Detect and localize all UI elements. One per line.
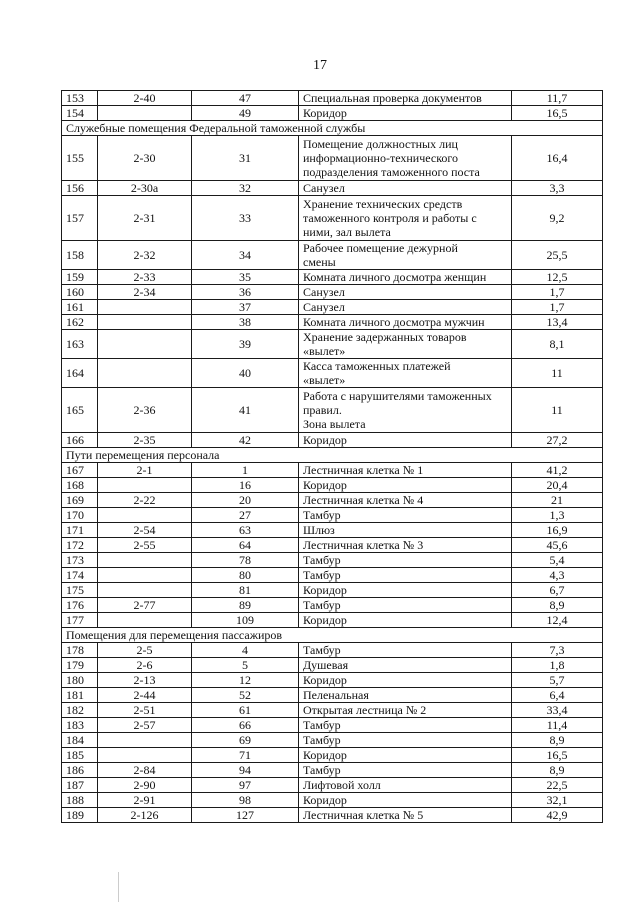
room-number-cell: 64 [192, 538, 299, 553]
room-name-line: Лестничная клетка № 3 [303, 538, 424, 552]
room-name-line: Тамбур [303, 643, 341, 657]
zone-cell: 2-35 [98, 433, 192, 448]
area-cell: 16,5 [512, 748, 603, 763]
area-cell: 12,4 [512, 613, 603, 628]
row-number-cell: 166 [62, 433, 98, 448]
room-name-line: Открытая лестница № 2 [303, 703, 427, 717]
room-name-line: Касса таможенных платежей [303, 359, 451, 373]
section-title: Помещения для перемещения пассажиров [62, 628, 603, 643]
area-cell: 8,9 [512, 733, 603, 748]
table-row [62, 553, 603, 568]
room-number-cell: 69 [192, 733, 299, 748]
room-name-line: Тамбур [303, 508, 341, 522]
area-cell: 8,1 [512, 330, 603, 359]
room-name-cell [299, 241, 512, 270]
section-title: Служебные помещения Федеральной таможенной службы [62, 121, 603, 136]
room-name-cell [299, 613, 512, 628]
room-number-cell: 12 [192, 673, 299, 688]
zone-cell: 2-84 [98, 763, 192, 778]
room-number-cell: 4 [192, 643, 299, 658]
section-header-row [62, 628, 603, 643]
room-number-cell: 47 [192, 91, 299, 106]
room-number-cell: 63 [192, 523, 299, 538]
row-number-cell: 172 [62, 538, 98, 553]
zone-cell: 2-36 [98, 388, 192, 433]
row-number-cell: 153 [62, 91, 98, 106]
table-row [62, 196, 603, 241]
row-number-cell: 179 [62, 658, 98, 673]
room-name-cell [299, 718, 512, 733]
table-row [62, 778, 603, 793]
zone-cell: 2-126 [98, 808, 192, 823]
room-name-cell [299, 196, 512, 241]
row-number-cell: 165 [62, 388, 98, 433]
row-number-cell: 173 [62, 553, 98, 568]
table-row [62, 388, 603, 433]
table-row [62, 643, 603, 658]
table-row [62, 330, 603, 359]
room-name-line: Коридор [303, 583, 347, 597]
table-row [62, 241, 603, 270]
table-row [62, 463, 603, 478]
row-number-cell: 168 [62, 478, 98, 493]
area-cell: 1,3 [512, 508, 603, 523]
row-number-cell: 167 [62, 463, 98, 478]
table-row [62, 748, 603, 763]
table-row [62, 315, 603, 330]
room-name-line: Санузел [303, 300, 345, 314]
area-cell: 27,2 [512, 433, 603, 448]
room-name-line: Тамбур [303, 733, 341, 747]
table-row [62, 285, 603, 300]
area-cell: 8,9 [512, 763, 603, 778]
zone-cell: 2-91 [98, 793, 192, 808]
room-name-line: «вылет» [303, 373, 346, 387]
section-header-row [62, 121, 603, 136]
room-name-line: Коридор [303, 478, 347, 492]
room-name-line: смены [303, 255, 336, 269]
area-cell: 45,6 [512, 538, 603, 553]
room-name-cell [299, 106, 512, 121]
table-row [62, 583, 603, 598]
row-number-cell: 176 [62, 598, 98, 613]
row-number-cell: 188 [62, 793, 98, 808]
area-cell: 5,4 [512, 553, 603, 568]
room-number-cell: 98 [192, 793, 299, 808]
row-number-cell: 170 [62, 508, 98, 523]
room-name-line: Тамбур [303, 718, 341, 732]
room-name-line: Коридор [303, 613, 347, 627]
room-number-cell: 127 [192, 808, 299, 823]
room-name-cell [299, 808, 512, 823]
row-number-cell: 175 [62, 583, 98, 598]
area-cell: 13,4 [512, 315, 603, 330]
room-number-cell: 109 [192, 613, 299, 628]
room-number-cell: 1 [192, 463, 299, 478]
row-number-cell: 186 [62, 763, 98, 778]
room-name-cell [299, 568, 512, 583]
zone-cell: 2-5 [98, 643, 192, 658]
area-cell: 16,9 [512, 523, 603, 538]
rooms-table [61, 90, 603, 823]
zone-cell [98, 330, 192, 359]
table-row [62, 733, 603, 748]
section-title: Пути перемещения персонала [62, 448, 603, 463]
zone-cell [98, 733, 192, 748]
room-name-line: Комната личного досмотра женщин [303, 270, 487, 284]
room-name-cell [299, 658, 512, 673]
room-name-line: Тамбур [303, 763, 341, 777]
room-name-cell [299, 181, 512, 196]
room-number-cell: 41 [192, 388, 299, 433]
zone-cell: 2-32 [98, 241, 192, 270]
area-cell: 4,3 [512, 568, 603, 583]
room-name-cell [299, 583, 512, 598]
room-name-line: Коридор [303, 793, 347, 807]
room-name-line: Коридор [303, 673, 347, 687]
room-name-cell [299, 270, 512, 285]
area-cell: 3,3 [512, 181, 603, 196]
room-number-cell: 78 [192, 553, 299, 568]
room-name-cell [299, 463, 512, 478]
room-name-line: Лестничная клетка № 4 [303, 493, 424, 507]
area-cell: 32,1 [512, 793, 603, 808]
room-number-cell: 49 [192, 106, 299, 121]
room-number-cell: 94 [192, 763, 299, 778]
room-name-line: Коридор [303, 748, 347, 762]
room-name-cell [299, 553, 512, 568]
room-number-cell: 89 [192, 598, 299, 613]
zone-cell: 2-90 [98, 778, 192, 793]
room-number-cell: 35 [192, 270, 299, 285]
area-cell: 33,4 [512, 703, 603, 718]
zone-cell: 2-55 [98, 538, 192, 553]
table-row [62, 538, 603, 553]
table-row [62, 703, 603, 718]
room-name-line: Помещение должностных лиц [303, 137, 458, 151]
room-name-line: Тамбур [303, 553, 341, 567]
room-number-cell: 40 [192, 359, 299, 388]
room-name-line: «вылет» [303, 344, 346, 358]
area-cell: 22,5 [512, 778, 603, 793]
room-number-cell: 34 [192, 241, 299, 270]
zone-cell [98, 568, 192, 583]
room-name-line: Лестничная клетка № 5 [303, 808, 424, 822]
area-cell: 5,7 [512, 673, 603, 688]
room-number-cell: 81 [192, 583, 299, 598]
area-cell: 16,4 [512, 136, 603, 181]
table-row [62, 270, 603, 285]
room-number-cell: 31 [192, 136, 299, 181]
room-name-line: Тамбур [303, 598, 341, 612]
room-name-cell [299, 793, 512, 808]
table-row [62, 568, 603, 583]
area-cell: 11 [512, 359, 603, 388]
room-number-cell: 97 [192, 778, 299, 793]
table-row [62, 181, 603, 196]
row-number-cell: 164 [62, 359, 98, 388]
room-name-line: Шлюз [303, 523, 335, 537]
room-name-line: Санузел [303, 285, 345, 299]
room-name-line: Пеленальная [303, 688, 369, 702]
room-name-line: информационно-технического [303, 151, 459, 165]
area-cell: 11,4 [512, 718, 603, 733]
zone-cell: 2-44 [98, 688, 192, 703]
row-number-cell: 163 [62, 330, 98, 359]
room-name-line: Лестничная клетка № 1 [303, 463, 424, 477]
table-row [62, 598, 603, 613]
table-row [62, 793, 603, 808]
room-number-cell: 80 [192, 568, 299, 583]
room-name-cell [299, 136, 512, 181]
room-number-cell: 42 [192, 433, 299, 448]
room-name-cell [299, 703, 512, 718]
zone-cell: 2-31 [98, 196, 192, 241]
room-number-cell: 36 [192, 285, 299, 300]
area-cell: 7,3 [512, 643, 603, 658]
zone-cell: 2-13 [98, 673, 192, 688]
scan-artifact [118, 872, 119, 902]
room-name-line: Зона вылета [303, 417, 366, 431]
area-cell: 20,4 [512, 478, 603, 493]
table-row [62, 673, 603, 688]
room-name-cell [299, 388, 512, 433]
room-number-cell: 39 [192, 330, 299, 359]
table-row [62, 523, 603, 538]
table-row [62, 613, 603, 628]
zone-cell [98, 359, 192, 388]
room-name-cell [299, 643, 512, 658]
room-name-cell [299, 330, 512, 359]
table-row [62, 718, 603, 733]
row-number-cell: 158 [62, 241, 98, 270]
room-name-line: Тамбур [303, 568, 341, 582]
room-name-cell [299, 493, 512, 508]
zone-cell: 2-30а [98, 181, 192, 196]
room-name-line: ними, зал вылета [303, 225, 391, 239]
area-cell: 8,9 [512, 598, 603, 613]
row-number-cell: 182 [62, 703, 98, 718]
zone-cell: 2-6 [98, 658, 192, 673]
room-name-cell [299, 673, 512, 688]
zone-cell [98, 583, 192, 598]
room-number-cell: 37 [192, 300, 299, 315]
row-number-cell: 178 [62, 643, 98, 658]
room-name-cell [299, 91, 512, 106]
zone-cell: 2-33 [98, 270, 192, 285]
row-number-cell: 189 [62, 808, 98, 823]
row-number-cell: 184 [62, 733, 98, 748]
row-number-cell: 161 [62, 300, 98, 315]
room-name-line: Специальная проверка документов [303, 91, 482, 105]
zone-cell [98, 300, 192, 315]
room-name-cell [299, 688, 512, 703]
row-number-cell: 160 [62, 285, 98, 300]
area-cell: 11 [512, 388, 603, 433]
room-name-cell [299, 315, 512, 330]
room-number-cell: 33 [192, 196, 299, 241]
section-header-row [62, 448, 603, 463]
row-number-cell: 185 [62, 748, 98, 763]
area-cell: 6,4 [512, 688, 603, 703]
zone-cell [98, 315, 192, 330]
room-name-cell [299, 778, 512, 793]
zone-cell: 2-57 [98, 718, 192, 733]
room-name-line: Хранение задержанных товаров [303, 330, 467, 344]
room-name-cell [299, 433, 512, 448]
room-name-line: правил. [303, 403, 342, 417]
room-name-cell [299, 538, 512, 553]
room-name-cell [299, 478, 512, 493]
row-number-cell: 171 [62, 523, 98, 538]
table-row [62, 136, 603, 181]
room-name-line: подразделения таможенного поста [303, 165, 480, 179]
table-row [62, 493, 603, 508]
area-cell: 6,7 [512, 583, 603, 598]
zone-cell [98, 508, 192, 523]
room-number-cell: 32 [192, 181, 299, 196]
room-name-line: Коридор [303, 106, 347, 120]
zone-cell: 2-30 [98, 136, 192, 181]
table-row [62, 808, 603, 823]
table-row [62, 300, 603, 315]
zone-cell: 2-54 [98, 523, 192, 538]
area-cell: 1,8 [512, 658, 603, 673]
room-number-cell: 27 [192, 508, 299, 523]
room-name-line: Душевая [303, 658, 349, 672]
room-number-cell: 52 [192, 688, 299, 703]
room-number-cell: 66 [192, 718, 299, 733]
room-name-line: Хранение технических средств [303, 197, 463, 211]
zone-cell [98, 478, 192, 493]
area-cell: 16,5 [512, 106, 603, 121]
room-name-cell [299, 598, 512, 613]
row-number-cell: 177 [62, 613, 98, 628]
table-row [62, 508, 603, 523]
area-cell: 41,2 [512, 463, 603, 478]
row-number-cell: 156 [62, 181, 98, 196]
zone-cell [98, 106, 192, 121]
table-row [62, 433, 603, 448]
area-cell: 25,5 [512, 241, 603, 270]
area-cell: 21 [512, 493, 603, 508]
room-name-cell [299, 748, 512, 763]
zone-cell [98, 553, 192, 568]
row-number-cell: 169 [62, 493, 98, 508]
room-name-line: Комната личного досмотра мужчин [303, 315, 485, 329]
table-row [62, 688, 603, 703]
room-number-cell: 20 [192, 493, 299, 508]
table-row [62, 91, 603, 106]
area-cell: 12,5 [512, 270, 603, 285]
room-name-cell [299, 285, 512, 300]
zone-cell: 2-40 [98, 91, 192, 106]
zone-cell [98, 748, 192, 763]
table-row [62, 658, 603, 673]
zone-cell: 2-34 [98, 285, 192, 300]
rooms-table-body [62, 91, 603, 823]
area-cell: 1,7 [512, 300, 603, 315]
table-row [62, 106, 603, 121]
table-row [62, 478, 603, 493]
room-number-cell: 5 [192, 658, 299, 673]
room-name-cell [299, 508, 512, 523]
room-name-cell [299, 733, 512, 748]
zone-cell: 2-51 [98, 703, 192, 718]
area-cell: 9,2 [512, 196, 603, 241]
row-number-cell: 157 [62, 196, 98, 241]
table-row [62, 359, 603, 388]
room-name-line: Лифтовой холл [303, 778, 381, 792]
zone-cell: 2-77 [98, 598, 192, 613]
row-number-cell: 183 [62, 718, 98, 733]
zone-cell [98, 613, 192, 628]
room-name-line: таможенного контроля и работы с [303, 211, 477, 225]
room-name-line: Рабочее помещение дежурной [303, 241, 458, 255]
row-number-cell: 154 [62, 106, 98, 121]
zone-cell: 2-22 [98, 493, 192, 508]
room-name-cell [299, 300, 512, 315]
area-cell: 42,9 [512, 808, 603, 823]
room-name-line: Работа с нарушителями таможенных [303, 389, 492, 403]
room-name-cell [299, 359, 512, 388]
page-number: 17 [313, 58, 327, 73]
room-number-cell: 16 [192, 478, 299, 493]
room-number-cell: 71 [192, 748, 299, 763]
room-name-line: Санузел [303, 181, 345, 195]
area-cell: 11,7 [512, 91, 603, 106]
table-row [62, 763, 603, 778]
room-name-cell [299, 763, 512, 778]
row-number-cell: 159 [62, 270, 98, 285]
row-number-cell: 181 [62, 688, 98, 703]
row-number-cell: 155 [62, 136, 98, 181]
row-number-cell: 187 [62, 778, 98, 793]
room-number-cell: 38 [192, 315, 299, 330]
zone-cell: 2-1 [98, 463, 192, 478]
room-name-line: Коридор [303, 433, 347, 447]
room-number-cell: 61 [192, 703, 299, 718]
row-number-cell: 162 [62, 315, 98, 330]
area-cell: 1,7 [512, 285, 603, 300]
room-name-cell [299, 523, 512, 538]
row-number-cell: 174 [62, 568, 98, 583]
row-number-cell: 180 [62, 673, 98, 688]
